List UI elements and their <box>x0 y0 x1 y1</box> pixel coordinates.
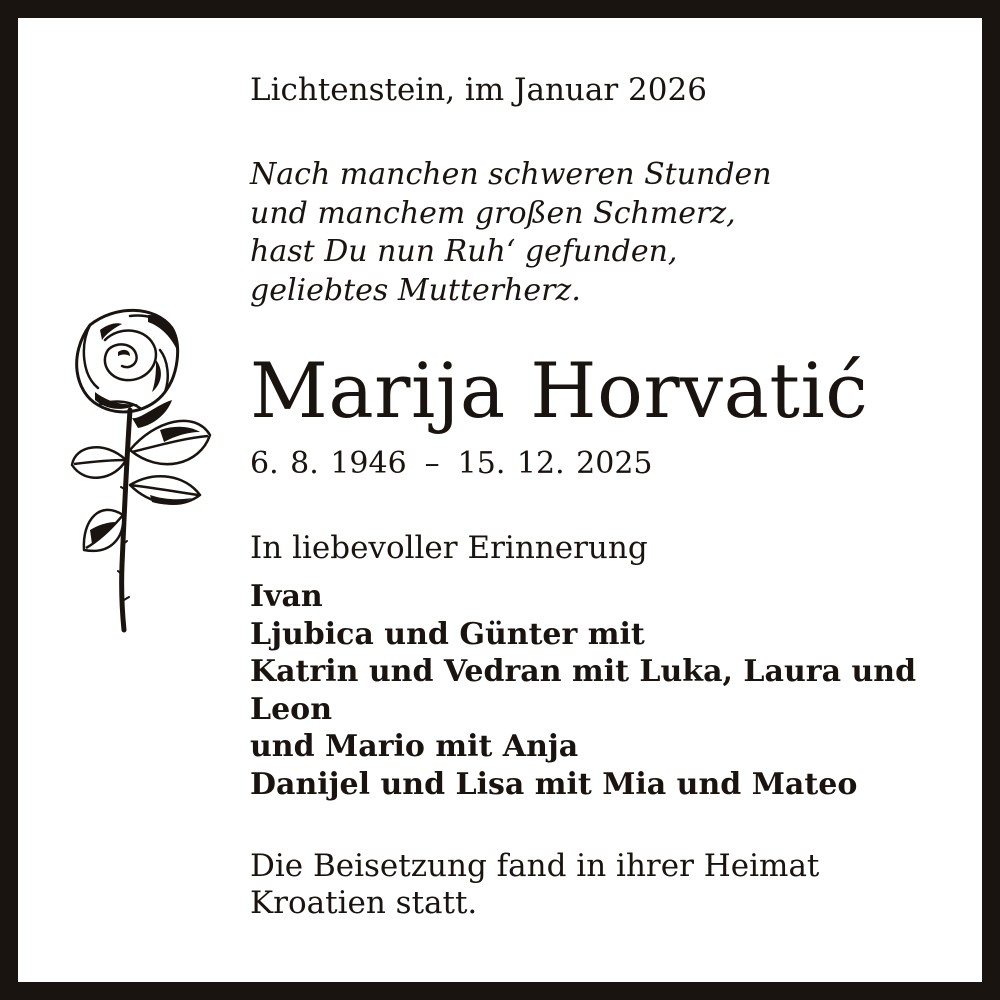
family-list <box>250 578 916 803</box>
family-line: Ivan <box>250 579 323 614</box>
birth-date: 6. 8. 1946 <box>250 446 407 481</box>
burial-line: Kroatien statt. <box>250 885 478 921</box>
burial-note <box>250 848 819 922</box>
date-separator: – <box>424 446 440 481</box>
family-line: und Mario mit Anja <box>250 729 579 764</box>
poem-line: Nach manchen schweren Stunden <box>250 157 772 192</box>
life-dates <box>250 446 653 481</box>
deceased-name: Marija Horvatić <box>250 346 869 435</box>
death-date: 15. 12. 2025 <box>457 446 653 481</box>
family-line: Ljubica und Günter mit <box>250 616 645 652</box>
memory-line: In liebevoller Erinnerung <box>250 530 648 566</box>
rose-icon <box>60 300 220 635</box>
memorial-poem <box>250 156 772 310</box>
family-line: Katrin und Vedran mit Luka, Laura und <box>250 654 917 689</box>
poem-line: geliebtes Mutterherz. <box>250 272 581 308</box>
family-line: Leon <box>250 691 333 727</box>
poem-line: und manchem großen Schmerz, <box>250 195 736 231</box>
burial-line: Die Beisetzung fand in ihrer Heimat <box>250 848 820 884</box>
poem-line: hast Du nun Ruh‘ gefunden, <box>250 234 678 269</box>
place-and-date: Lichtenstein, im Januar 2026 <box>250 72 707 108</box>
family-line: Danijel und Lisa mit Mia und Mateo <box>250 766 858 802</box>
